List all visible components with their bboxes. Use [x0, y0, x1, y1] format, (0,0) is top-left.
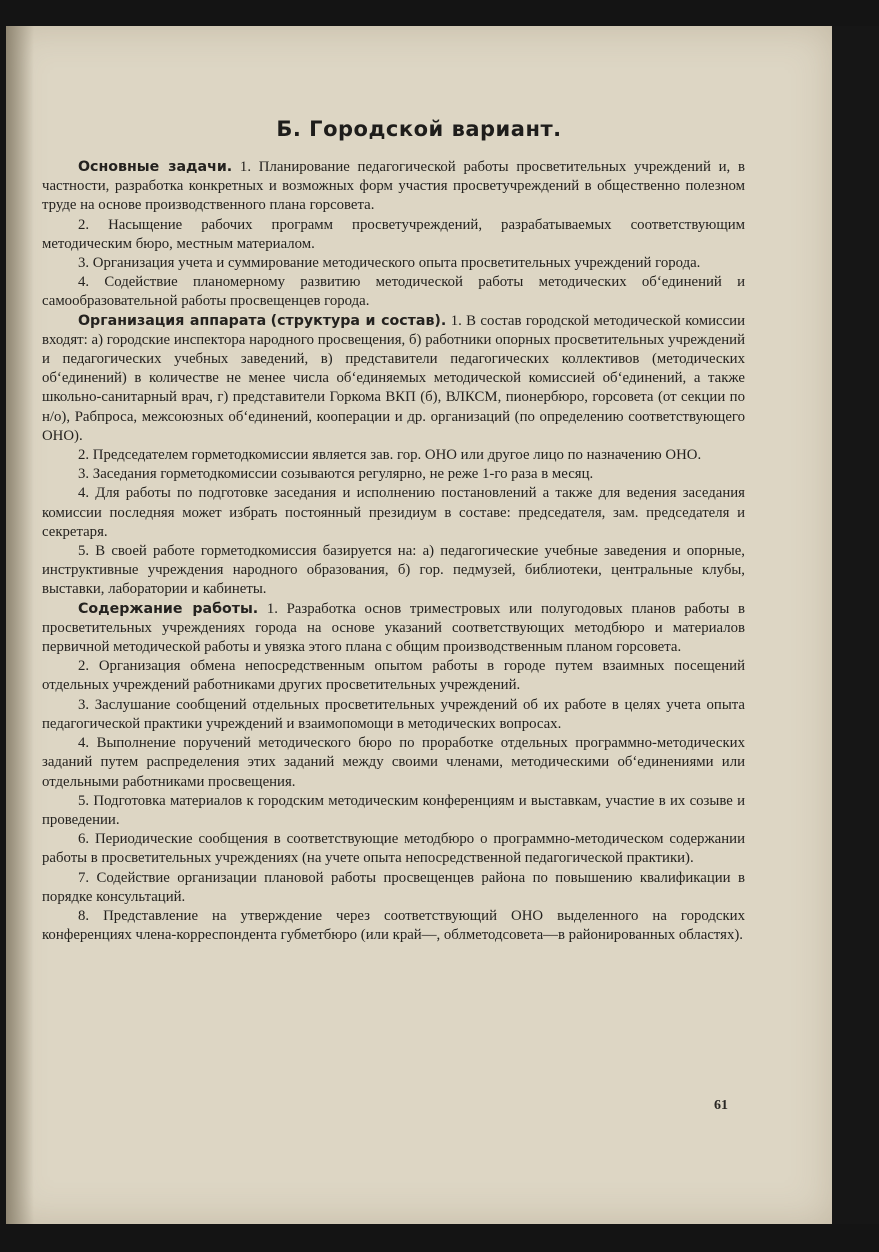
page-binding-edge: [6, 26, 34, 1224]
organization-paragraph-1: [42, 312, 745, 446]
tasks-heading: Основные задачи.: [78, 159, 233, 175]
organization-item-3: 3. Заседания горметодкомиссии созываются регулярно, не реже 1-го раза в месяц.: [78, 466, 594, 483]
organization-heading: Организация аппарата: [78, 312, 267, 329]
document-page: [6, 26, 832, 1224]
content-item-6: 6. Периодические сообщения в соответствующие методбюро о программно-методическом содержании работы в просветительных учреждениях (на учете опыта непосредственной педагогической практики).: [42, 831, 745, 867]
tasks-paragraph-1: [42, 158, 745, 216]
content-item-5: 5. Подготовка материалов к городским методическим конференциям и выставкам, участие в их созыве и проведении.: [42, 792, 745, 828]
document-body: [42, 158, 745, 945]
page-title: Б. Городской вариант.: [276, 117, 562, 141]
tasks-item-4: 4. Содействие планомерному развитию методической работы методических об‘единений и самообразовательной работы просвещенцев города.: [42, 274, 745, 310]
page-number: 61: [714, 1098, 728, 1113]
organization-item-1: 1. В состав городской методической комиссии входят: а) городские инспектора народного просвещения, б) работники опорных просветительных учреждений и педагогических учебных заведений, в) представители педагогических коллективов (методических об‘единений) в количестве не менее числа об‘единяемых методической комиссией об‘единений, а также школьно-санитарный врач, г) представители Горкома ВКП (б), ВЛКСМ, пионербюро, горсовета (от секции по н/о), Рабпроса, межсоюзных об‘единений, кооперации и др. организаций (по определению соответствующего ОНО).: [42, 312, 746, 444]
organization-item-2: 2. Председателем горметодкомиссии является зав. гор. ОНО или другое лицо по назначению ОНО.: [78, 447, 702, 464]
organization-item-4: 4. Для работы по подготовке заседания и исполнению постановлений а также для ведения заседания комиссии последняя может избрать постоянный президиум в составе: председателя, зам. председателя и секретаря.: [42, 485, 745, 540]
content-heading: Содержание работы.: [78, 600, 259, 617]
tasks-item-2: 2. Насыщение рабочих программ просветучреждений, разрабатываемых соответствующим методическим бюро, местным материалом.: [42, 216, 745, 252]
organization-heading-paren: (структура и состав).: [270, 312, 447, 329]
content-item-4: 4. Выполнение поручений методического бюро по проработке отдельных программно-методических заданий путем распределения этих заданий между своими членами, методическими об‘единениями или отдельными работниками просвещения.: [42, 735, 745, 790]
scan-background-right: [832, 26, 879, 1224]
tasks-item-3: 3. Организация учета и суммирование методического опыта просветительных учреждений города.: [78, 255, 701, 272]
content-item-2: 2. Организация обмена непосредственным опытом работы в городе путем взаимных посещений отдельных учреждений работниками других просветительных учреждений.: [42, 658, 745, 694]
content-item-8: 8. Представление на утверждение через соответствующий ОНО выделенного на городских конференциях члена-корреспондента губметбюро (или край—, облметодсовета—в районированных областях).: [42, 907, 745, 944]
content-item-7: 7. Содействие организации плановой работы просвещенцев района по повышению квалификации в порядке консультаций.: [42, 869, 745, 905]
tasks-item-1: 1. Планирование педагогической работы просветительных учреждений и, в частности, разработка конкретных и возможных форм участия просветучреждений в общественно полезном труде на основе производственного плана горсовета.: [42, 159, 745, 214]
content-item-3: 3. Заслушание сообщений отдельных просветительных учреждений об их работе в целях учета опыта педагогической практики учреждений и взаимопомощи в методических вопросах.: [42, 696, 745, 732]
content-item-1: 1. Разработка основ триместровых или полугодовых планов работы в просветительных учреждениях города на основе указаний соответствующих методбюро и материалов первичной методической работы и увязка этого плана с общим производственным планом горсовета.: [42, 600, 746, 656]
content-paragraph-1: [42, 600, 745, 658]
organization-item-5: 5. В своей работе горметодкомиссия базируется на: а) педагогические учебные заведения и опорные, инструктивные учреждения народного образования, б) гор. педмузей, библиотеки, центральные клубы, выставки, лаборатории и кабинеты.: [42, 543, 745, 598]
